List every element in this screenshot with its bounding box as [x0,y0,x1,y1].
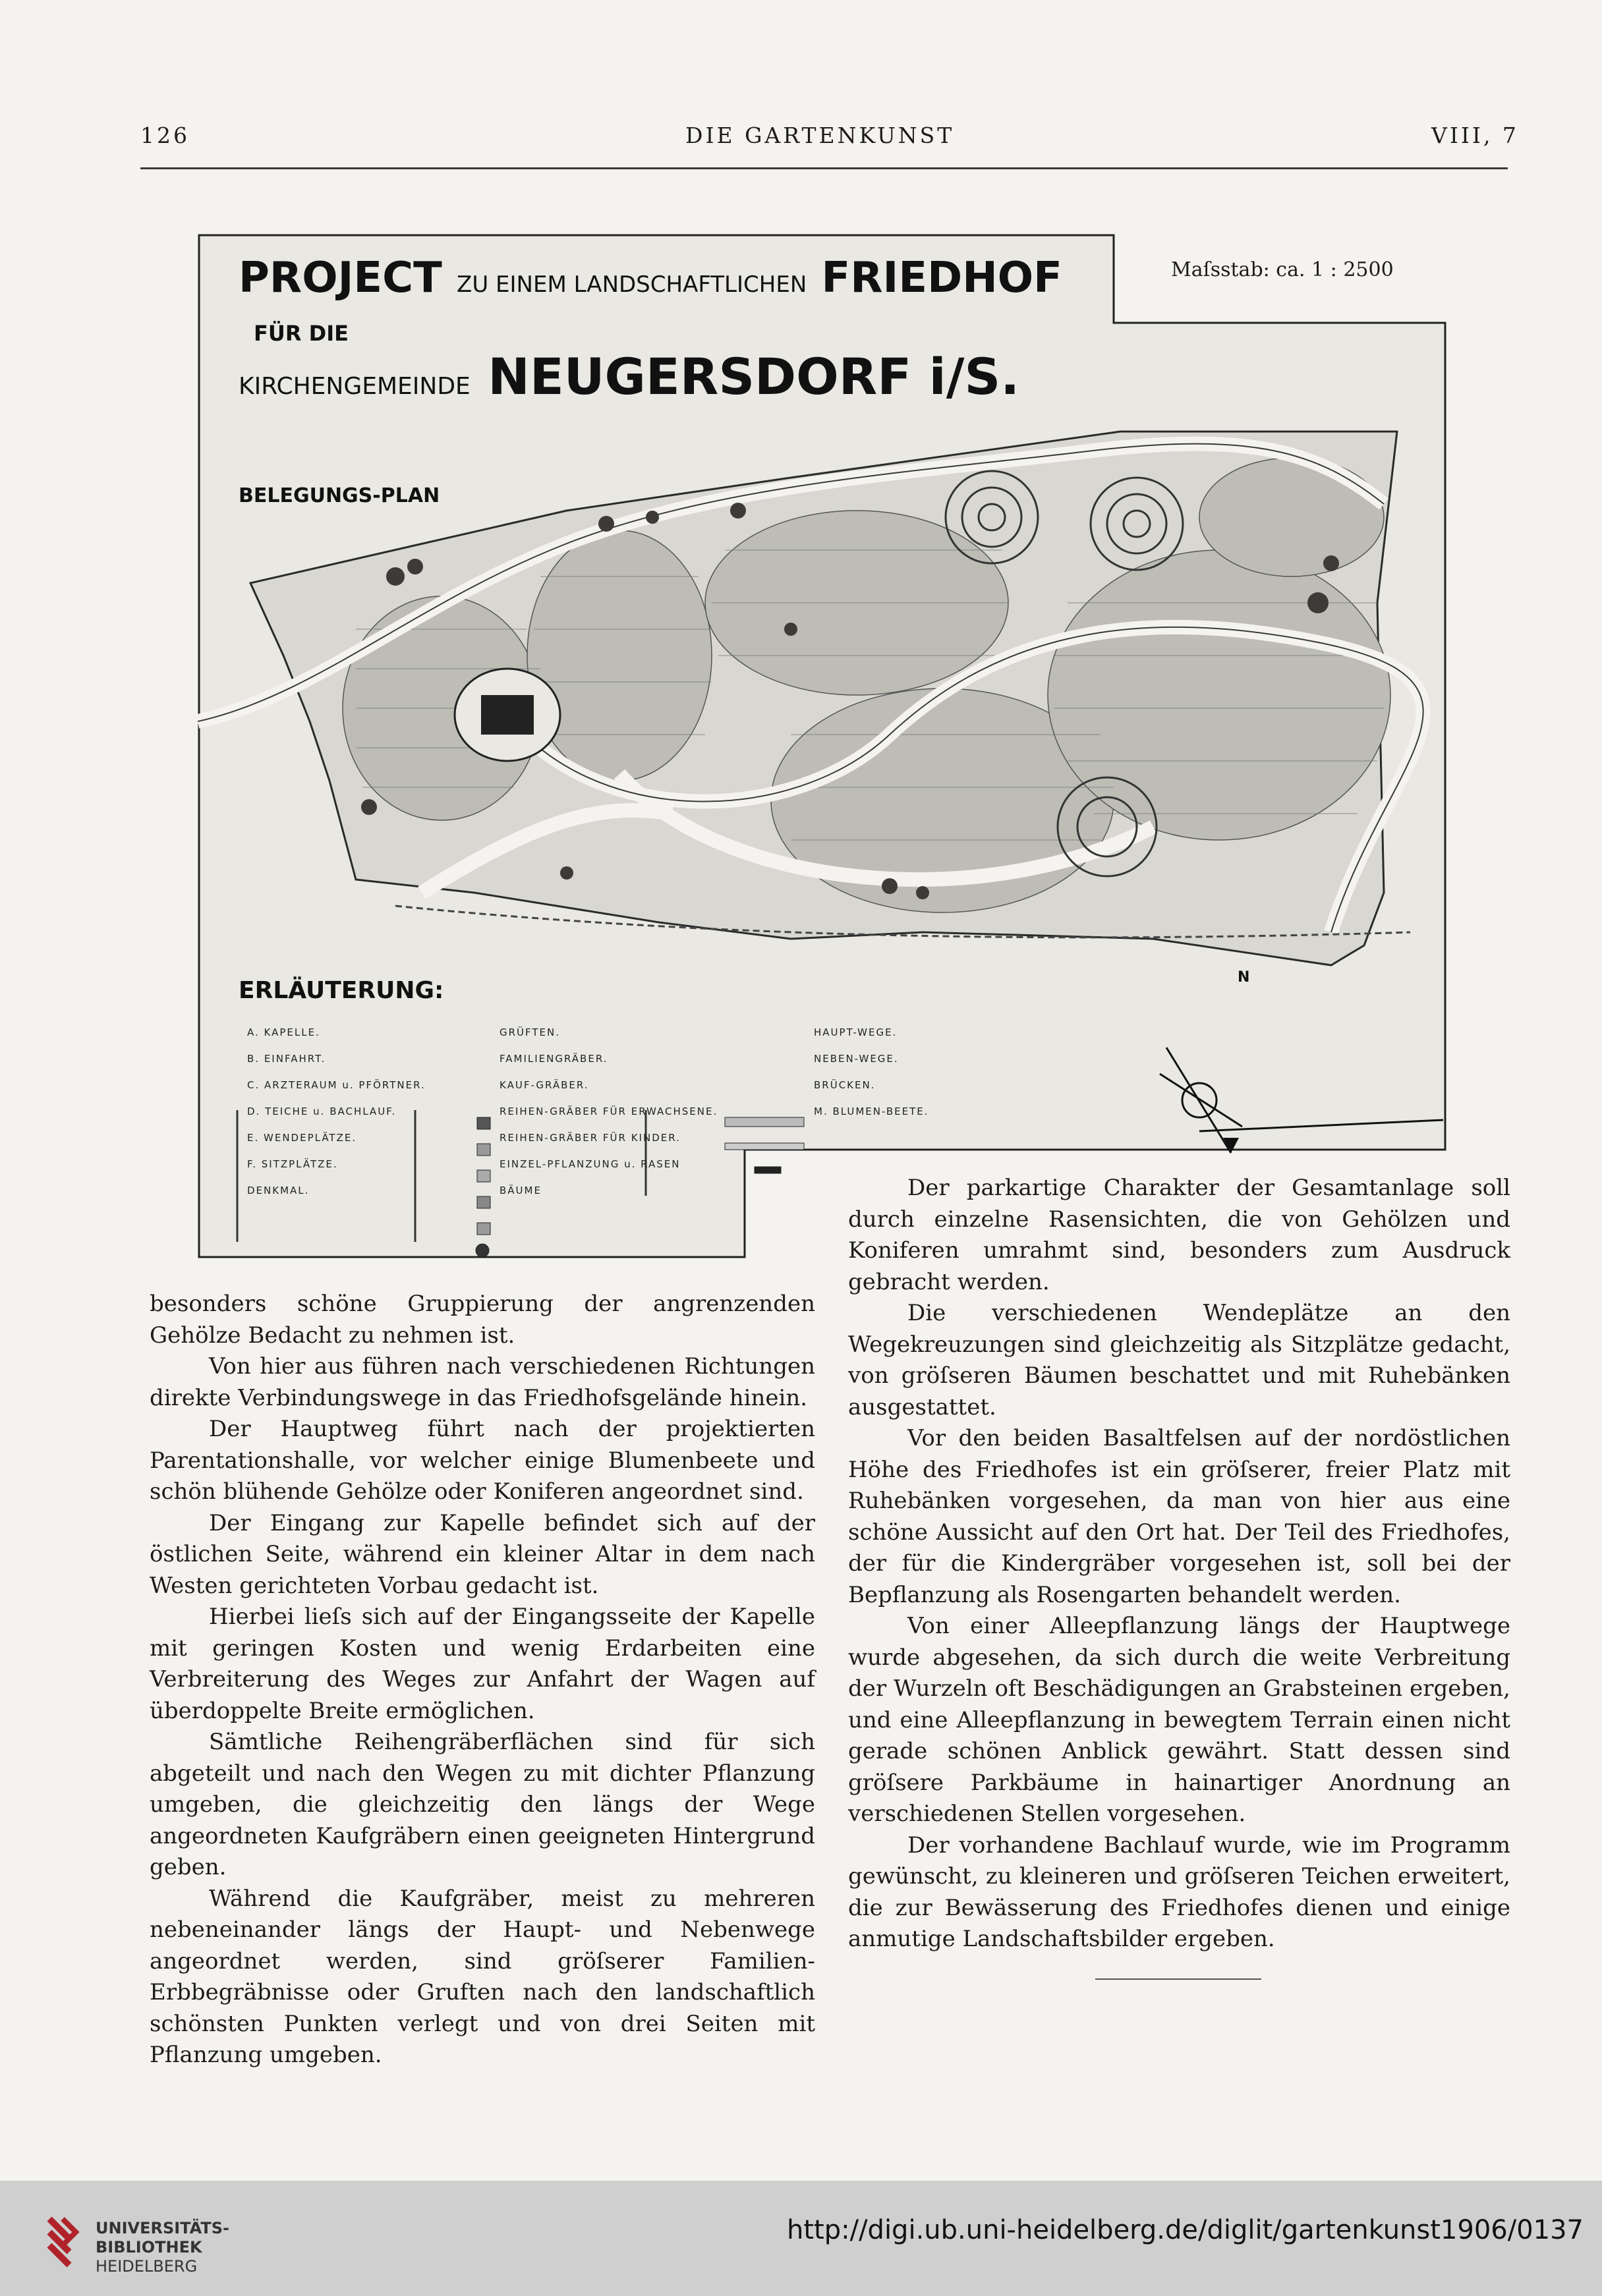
paragraph: Vor den beiden Basaltfelsen auf der nordöstlichen Höhe des Friedhofes ist ein gröſserer, freier Platz mit Ruhebänken vorgesehen, da man von hier aus eine schöne Aussicht auf den Ort hat. Der Teil des Friedhofes, der für die Kindergräber vorgesehen ist, soll bei der Bepflanzung als Rosengarten behandelt werden. [848,1425,1510,1608]
paragraph: Sämtliche Reihengräberflächen sind für sich abgeteilt und nach den Wegen zu mit dichter Pflanzung umgeben, die gleichzeitig den längs der Wege angeordneten Kaufgräbern einen geeigneten Hintergrund geben. [150,1729,815,1880]
legend-item: BÄUME [500,1185,542,1196]
legend-item: E. WENDEPLÄTZE. [247,1132,357,1144]
paragraph: Während die Kaufgräber, meist zu mehreren nebeneinander längs der Haupt- und Nebenwege angeordnet werden, sind gröſserer Familien-Erbbegräbnisse oder Gruften nach den landschaftlich schönsten Punkten verlegt und von drei Seiten mit Pflanzung umgeben. [150,1885,815,2068]
plan-scale: Maſsstab: ca. 1 : 2500 [1171,258,1394,281]
legend-item: KAUF-GRÄBER. [500,1079,589,1091]
library-name [96,2219,229,2276]
legend-item: GRÜFTEN. [500,1026,561,1038]
library-name-line: HEIDELBERG [96,2257,198,2276]
library-name-line: BIBLIOTHEK [96,2238,202,2256]
header-rule [140,167,1508,169]
left-column [150,1289,815,2071]
legend-item: FAMILIENGRÄBER. [500,1053,608,1065]
plan-title-parish: KIRCHENGEMEINDE [239,373,471,400]
source-url-link[interactable]: http://digi.ub.uni-heidelberg.de/diglit/gartenkunst1906/0137 [787,2215,1584,2245]
paragraph: Von hier aus führen nach verschiedenen Richtungen direkte Verbindungswege in das Friedhofsgelände hinein. [150,1353,815,1411]
legend-item: HAUPT-WEGE. [814,1026,898,1038]
closing-rule [1095,1978,1261,1980]
journal-title: DIE GARTENKUNST [685,123,955,148]
legend-col-letters [247,1019,426,1204]
paragraph: Hierbei lieſs sich auf der Eingangsseite der Kapelle mit geringen Kosten und wenig Erdarbeiten eine Verbreiterung des Weges zur Anfahrt der Wagen auf überdoppelte Breite ermöglichen. [150,1604,815,1724]
legend-item: M. BLUMEN-BEETE. [814,1106,929,1117]
legend-item: REIHEN-GRÄBER FÜR KINDER. [500,1132,681,1144]
library-name-line: UNIVERSITÄTS- [96,2219,230,2237]
volume-issue: VIII, 7 [1431,123,1519,148]
paragraph: Der Hauptweg führt nach der projektierten Parentationshalle, vor welcher einige Blumenbeete und schön blühende Gehölze oder Koniferen angeordnet sind. [150,1416,815,1505]
paragraph: Der Eingang zur Kapelle befindet sich auf der östlichen Seite, während ein kleiner Altar in dem nach Westen gerichteten Vorbau gedacht ist. [150,1509,815,1599]
legend-item: F. SITZPLÄTZE. [247,1158,338,1170]
page-number: 126 [140,123,190,148]
plan-title-line1 [239,254,1062,302]
plan-title-subject: ZU EINEM LANDSCHAFTLICHEN [457,271,807,298]
legend-col-paths [814,1019,929,1125]
legend-item: EINZEL-PFLANZUNG u. RASEN [500,1158,681,1170]
legend-item: C. ARZTERAUM u. PFÖRTNER. [247,1079,426,1091]
legend-item: NEBEN-WEGE. [814,1053,899,1065]
paragraph: Die verschiedenen Wendeplätze an den Wegekreuzungen sind gleichzeitig als Sitzplätze gedacht, von gröſseren Bäumen beschattet und mit Ruhebänken ausgestattet. [848,1300,1510,1420]
plan-title-line2: FÜR DIE [254,321,349,346]
paragraph: Der parkartige Charakter der Gesamtanlage soll durch einzelne Rasensichten, die von Gehölzen und Koniferen umrahmt sind, besonders zum Ausdruck gebracht werden. [848,1175,1510,1295]
paragraph: Der vorhandene Bachlauf wurde, wie im Programm gewünscht, zu kleineren und gröſseren Teichen erweitert, die zur Bewässerung des Friedhofes dienen und einige anmutige Landschaftsbilder ergeben. [848,1832,1510,1952]
right-column [848,1173,1510,1955]
plan-title-project: PROJECT [239,254,442,302]
legend-col-graves [500,1019,718,1204]
legend-item: DENKMAL. [247,1185,310,1196]
plan-title-cemetery: FRIEDHOF [821,254,1062,302]
legend-item: B. EINFAHRT. [247,1053,326,1065]
legend-heading: ERLÄUTERUNG: [239,977,444,1004]
paragraph: besonders schöne Gruppierung der angrenzenden Gehölze Bedacht zu nehmen ist. [150,1291,815,1349]
library-logo-icon [43,2212,84,2272]
legend-item: BRÜCKEN. [814,1079,876,1091]
plan-title-town: NEUGERSDORF i/S. [488,347,1020,406]
legend-item: D. TEICHE u. BACHLAUF. [247,1106,397,1117]
plan-subtitle: BELEGUNGS-PLAN [239,484,440,507]
legend-item: A. KAPELLE. [247,1026,320,1038]
paragraph: Von einer Alleepflanzung längs der Hauptwege wurde abgesehen, da sich durch die weite Verbreitung der Wurzeln oft Beschädigungen an Grabsteinen ergeben, und eine Alleepflanzung in bewegtem Terrain einen nicht gerade schönen Anblick gewährt. Statt dessen sind gröſsere Parkbäume in hainartiger Anordnung an verschiedenen Stellen vorgesehen. [848,1613,1510,1827]
legend-item: REIHEN-GRÄBER FÜR ERWACHSENE. [500,1106,718,1117]
cemetery-plan-figure [198,234,1446,1258]
north-label: N [1238,969,1250,986]
plan-title-line3 [239,347,1019,406]
